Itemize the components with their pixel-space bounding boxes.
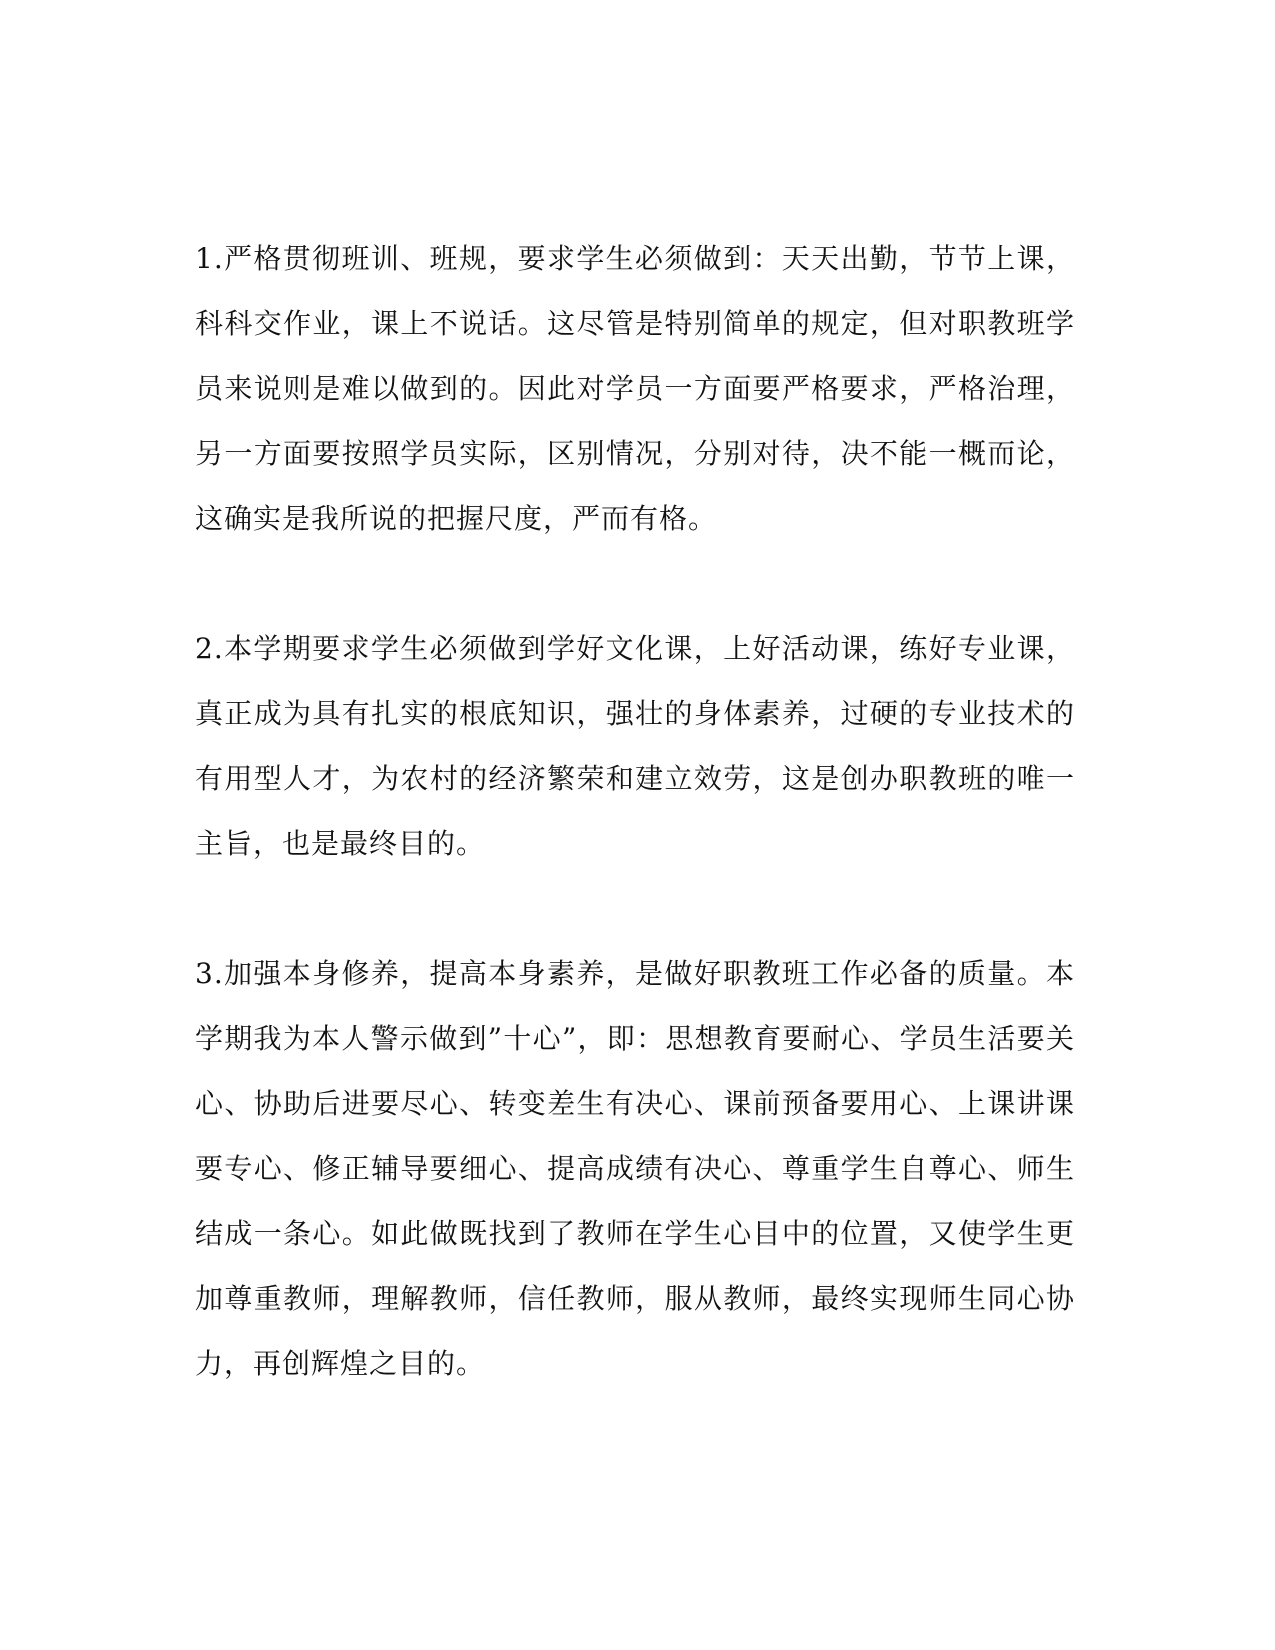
paragraph-3: 3.加强本身修养，提高本身素养，是做好职教班工作必备的质量。本学期我为本人警示做到”十心”，即：思想教育要耐心、学员生活要关心、协助后进要尽心、转变差生有决心、课前预备要用心、上课讲课要专心、修正辅导要细心、提高成绩有决心、尊重学生自尊心、师生结成一条心。如此做既找到了教师在学生心目中的位置，又使学生更加尊重教师，理解教师，信任教师，服从教师，最终实现师生同心协力，再创辉煌之目的。: [195, 957, 1075, 1380]
paragraph-2: 2.本学期要求学生必须做到学好文化课，上好活动课，练好专业课，真正成为具有扎实的根底知识，强壮的身体素养，过硬的专业技术的有用型人才，为农村的经济繁荣和建立效劳，这是创办职教班的唯一主旨，也是最终目的。: [195, 632, 1075, 860]
paragraph-1: 1.严格贯彻班训、班规，要求学生必须做到：天天出勤，节节上课，科科交作业，课上不说话。这尽管是特别简单的规定，但对职教班学员来说则是难以做到的。因此对学员一方面要严格要求，严格治理，另一方面要按照学员实际，区别情况，分别对待，决不能一概而论，这确实是我所说的把握尺度，严而有格。: [195, 242, 1075, 535]
